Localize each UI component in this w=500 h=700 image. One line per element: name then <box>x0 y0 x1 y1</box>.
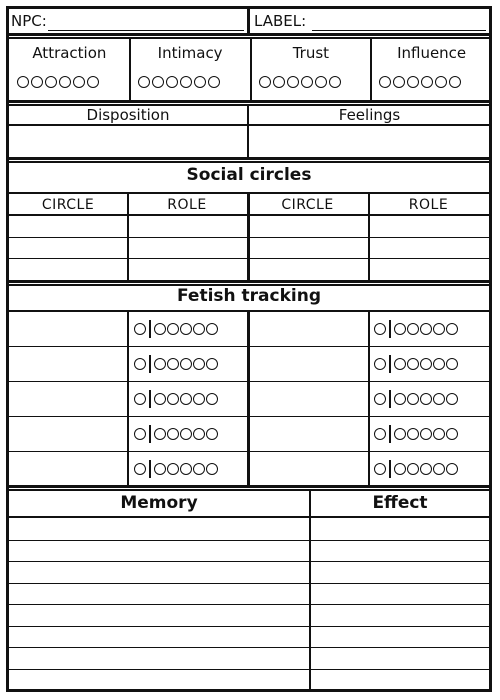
rating-circle[interactable] <box>152 76 164 88</box>
rating-circle[interactable] <box>45 76 57 88</box>
npc-name-field[interactable] <box>48 30 244 31</box>
social-cell[interactable] <box>249 238 366 257</box>
rating-circle[interactable] <box>446 393 458 405</box>
rating-circle[interactable] <box>193 323 205 335</box>
rating-circle[interactable] <box>433 428 445 440</box>
rating-circle[interactable] <box>31 76 43 88</box>
fetish-tracker[interactable] <box>134 460 219 478</box>
rating-circle[interactable] <box>407 393 419 405</box>
rating-circle[interactable] <box>449 76 461 88</box>
effect-cell[interactable] <box>313 648 487 668</box>
fetish-tracker[interactable] <box>374 355 459 373</box>
rating-circle[interactable] <box>407 323 419 335</box>
rating-circle[interactable] <box>167 428 179 440</box>
rating-circle[interactable] <box>433 358 445 370</box>
dispo-divider <box>247 106 249 158</box>
tracker-separator <box>149 425 151 443</box>
rating-circle[interactable] <box>421 76 433 88</box>
tracker-separator <box>389 425 391 443</box>
rating-circle[interactable] <box>154 393 166 405</box>
memory-cell[interactable] <box>10 670 306 690</box>
rating-circle[interactable] <box>180 76 192 88</box>
effect-cell[interactable] <box>313 562 487 582</box>
border-right <box>489 6 492 692</box>
npc-label: NPC: <box>11 12 47 30</box>
rating-circle[interactable] <box>59 76 71 88</box>
effect-cell[interactable] <box>313 541 487 561</box>
rating-circle[interactable] <box>138 76 150 88</box>
social-cell[interactable] <box>11 259 125 278</box>
tracker-separator <box>389 320 391 338</box>
header-bottom <box>6 33 492 36</box>
stat-label: Attraction <box>32 44 107 62</box>
rating-circle[interactable] <box>180 393 192 405</box>
rating-circle[interactable] <box>154 358 166 370</box>
social-cell[interactable] <box>370 217 487 236</box>
tracker-separator <box>149 320 151 338</box>
column-header: CIRCLE <box>281 197 334 213</box>
fetish-tracker[interactable] <box>374 390 459 408</box>
effect-cell[interactable] <box>313 605 487 625</box>
effect-cell[interactable] <box>313 584 487 604</box>
rating-circle[interactable] <box>154 323 166 335</box>
rating-circle[interactable] <box>394 463 406 475</box>
rating-circle[interactable] <box>287 76 299 88</box>
memory-title: Memory <box>120 493 198 513</box>
effect-cell[interactable] <box>313 670 487 690</box>
rating-circle[interactable] <box>374 428 386 440</box>
rating-circle[interactable] <box>73 76 85 88</box>
fetish-row-line <box>6 346 492 347</box>
rating-circle[interactable] <box>446 358 458 370</box>
rating-circle[interactable] <box>134 323 146 335</box>
rating-circle[interactable] <box>259 76 271 88</box>
memory-cell[interactable] <box>10 605 306 625</box>
fetish-row-line <box>6 451 492 452</box>
rating-circle[interactable] <box>180 463 192 475</box>
fetish-tracker[interactable] <box>374 320 459 338</box>
memory-row-line <box>6 690 492 691</box>
fetish-row-line <box>6 381 492 382</box>
stat-rating[interactable] <box>138 76 221 88</box>
fetish-tracker[interactable] <box>134 390 219 408</box>
rating-circle[interactable] <box>446 323 458 335</box>
rating-circle[interactable] <box>193 393 205 405</box>
column-header: CIRCLE <box>41 197 95 213</box>
rating-circle[interactable] <box>206 463 218 475</box>
stat-divider <box>250 37 252 102</box>
fetish-title: Fetish tracking <box>176 286 321 306</box>
social-cell[interactable] <box>11 217 125 236</box>
rating-circle[interactable] <box>420 463 432 475</box>
rating-circle[interactable] <box>379 76 391 88</box>
rating-circle[interactable] <box>154 463 166 475</box>
rating-circle[interactable] <box>166 76 178 88</box>
stat-label: Influence <box>397 44 467 62</box>
rating-circle[interactable] <box>193 463 205 475</box>
rating-circle[interactable] <box>420 428 432 440</box>
rating-circle[interactable] <box>374 358 386 370</box>
fetish-col-divider <box>368 310 370 486</box>
rating-circle[interactable] <box>394 323 406 335</box>
rating-circle[interactable] <box>193 358 205 370</box>
fetish-tracker[interactable] <box>134 320 219 338</box>
stat-rating[interactable] <box>379 76 462 88</box>
rating-circle[interactable] <box>134 428 146 440</box>
social-cell[interactable] <box>249 259 366 278</box>
disposition-label: Disposition <box>86 106 170 124</box>
column-header: ROLE <box>167 197 207 213</box>
fetish-bottom-2 <box>6 489 492 491</box>
rating-circle[interactable] <box>446 428 458 440</box>
rating-circle[interactable] <box>433 323 445 335</box>
memory-cell[interactable] <box>10 519 306 539</box>
rating-circle[interactable] <box>407 358 419 370</box>
feelings-field[interactable] <box>251 127 487 157</box>
social-title: Social circles <box>186 165 312 185</box>
social-cell[interactable] <box>129 238 245 257</box>
npc-sheet <box>6 6 492 692</box>
rating-circle[interactable] <box>394 358 406 370</box>
fetish-tracker[interactable] <box>374 460 459 478</box>
rating-circle[interactable] <box>446 463 458 475</box>
rating-circle[interactable] <box>394 393 406 405</box>
rating-circle[interactable] <box>206 323 218 335</box>
memory-cell[interactable] <box>10 584 306 604</box>
rating-circle[interactable] <box>374 323 386 335</box>
rating-circle[interactable] <box>393 76 405 88</box>
rating-circle[interactable] <box>433 463 445 475</box>
header-divider <box>247 6 250 34</box>
rating-circle[interactable] <box>206 358 218 370</box>
rating-circle[interactable] <box>180 358 192 370</box>
tracker-separator <box>389 390 391 408</box>
memory-cell[interactable] <box>10 562 306 582</box>
social-cell[interactable] <box>370 259 487 278</box>
tracker-separator <box>149 460 151 478</box>
fetish-tracker[interactable] <box>134 425 219 443</box>
rating-circle[interactable] <box>134 463 146 475</box>
rating-circle[interactable] <box>208 76 220 88</box>
rating-circle[interactable] <box>374 393 386 405</box>
stat-divider <box>129 37 131 102</box>
fetish-mid-divider <box>247 310 250 486</box>
column-header: ROLE <box>408 197 449 213</box>
memory-divider <box>309 491 311 689</box>
rating-circle[interactable] <box>180 323 192 335</box>
social-cell[interactable] <box>129 217 245 236</box>
rating-circle[interactable] <box>134 358 146 370</box>
rating-circle[interactable] <box>193 428 205 440</box>
rating-circle[interactable] <box>206 393 218 405</box>
rating-circle[interactable] <box>315 76 327 88</box>
rating-circle[interactable] <box>167 358 179 370</box>
rating-circle[interactable] <box>420 393 432 405</box>
stat-label: Trust <box>292 44 330 62</box>
fetish-row-line <box>6 416 492 417</box>
label-label: LABEL: <box>254 12 307 30</box>
fetish-bottom <box>6 485 492 488</box>
social-bottom <box>6 280 492 283</box>
rating-circle[interactable] <box>87 76 99 88</box>
rating-circle[interactable] <box>154 428 166 440</box>
rating-circle[interactable] <box>167 323 179 335</box>
social-cell[interactable] <box>249 217 366 236</box>
tracker-separator <box>389 460 391 478</box>
rating-circle[interactable] <box>433 393 445 405</box>
memory-title-line <box>6 516 492 518</box>
stat-divider <box>370 37 372 102</box>
fetish-tracker[interactable] <box>134 355 219 373</box>
rating-circle[interactable] <box>407 76 419 88</box>
rating-circle[interactable] <box>180 428 192 440</box>
label-field[interactable] <box>312 30 486 31</box>
rating-circle[interactable] <box>273 76 285 88</box>
rating-circle[interactable] <box>301 76 313 88</box>
tracker-separator <box>149 390 151 408</box>
fetish-tracker[interactable] <box>374 425 459 443</box>
tracker-separator <box>149 355 151 373</box>
rating-circle[interactable] <box>167 393 179 405</box>
disposition-field[interactable] <box>10 127 246 157</box>
rating-circle[interactable] <box>394 428 406 440</box>
rating-circle[interactable] <box>329 76 341 88</box>
rating-circle[interactable] <box>420 358 432 370</box>
dispo-bottom-2 <box>6 161 492 163</box>
memory-cell[interactable] <box>10 627 306 647</box>
dispo-bottom <box>6 157 492 160</box>
rating-circle[interactable] <box>374 463 386 475</box>
rating-circle[interactable] <box>420 323 432 335</box>
rating-circle[interactable] <box>134 393 146 405</box>
rating-circle[interactable] <box>167 463 179 475</box>
rating-circle[interactable] <box>407 428 419 440</box>
social-cell[interactable] <box>11 238 125 257</box>
effect-title: Effect <box>372 493 428 513</box>
tracker-separator <box>389 355 391 373</box>
header-row-line <box>6 214 492 216</box>
stat-rating[interactable] <box>17 76 100 88</box>
rating-circle[interactable] <box>17 76 29 88</box>
rating-circle[interactable] <box>435 76 447 88</box>
dispo-header-line <box>6 124 492 126</box>
rating-circle[interactable] <box>407 463 419 475</box>
feelings-label: Feelings <box>338 106 401 124</box>
rating-circle[interactable] <box>194 76 206 88</box>
effect-cell[interactable] <box>313 627 487 647</box>
stat-label: Intimacy <box>157 44 223 62</box>
memory-cell[interactable] <box>10 648 306 668</box>
effect-cell[interactable] <box>313 519 487 539</box>
social-cell[interactable] <box>370 238 487 257</box>
rating-circle[interactable] <box>206 428 218 440</box>
fetish-col-divider <box>127 310 129 486</box>
stats-bottom <box>6 100 492 103</box>
social-cell[interactable] <box>129 259 245 278</box>
stat-rating[interactable] <box>259 76 342 88</box>
memory-cell[interactable] <box>10 541 306 561</box>
